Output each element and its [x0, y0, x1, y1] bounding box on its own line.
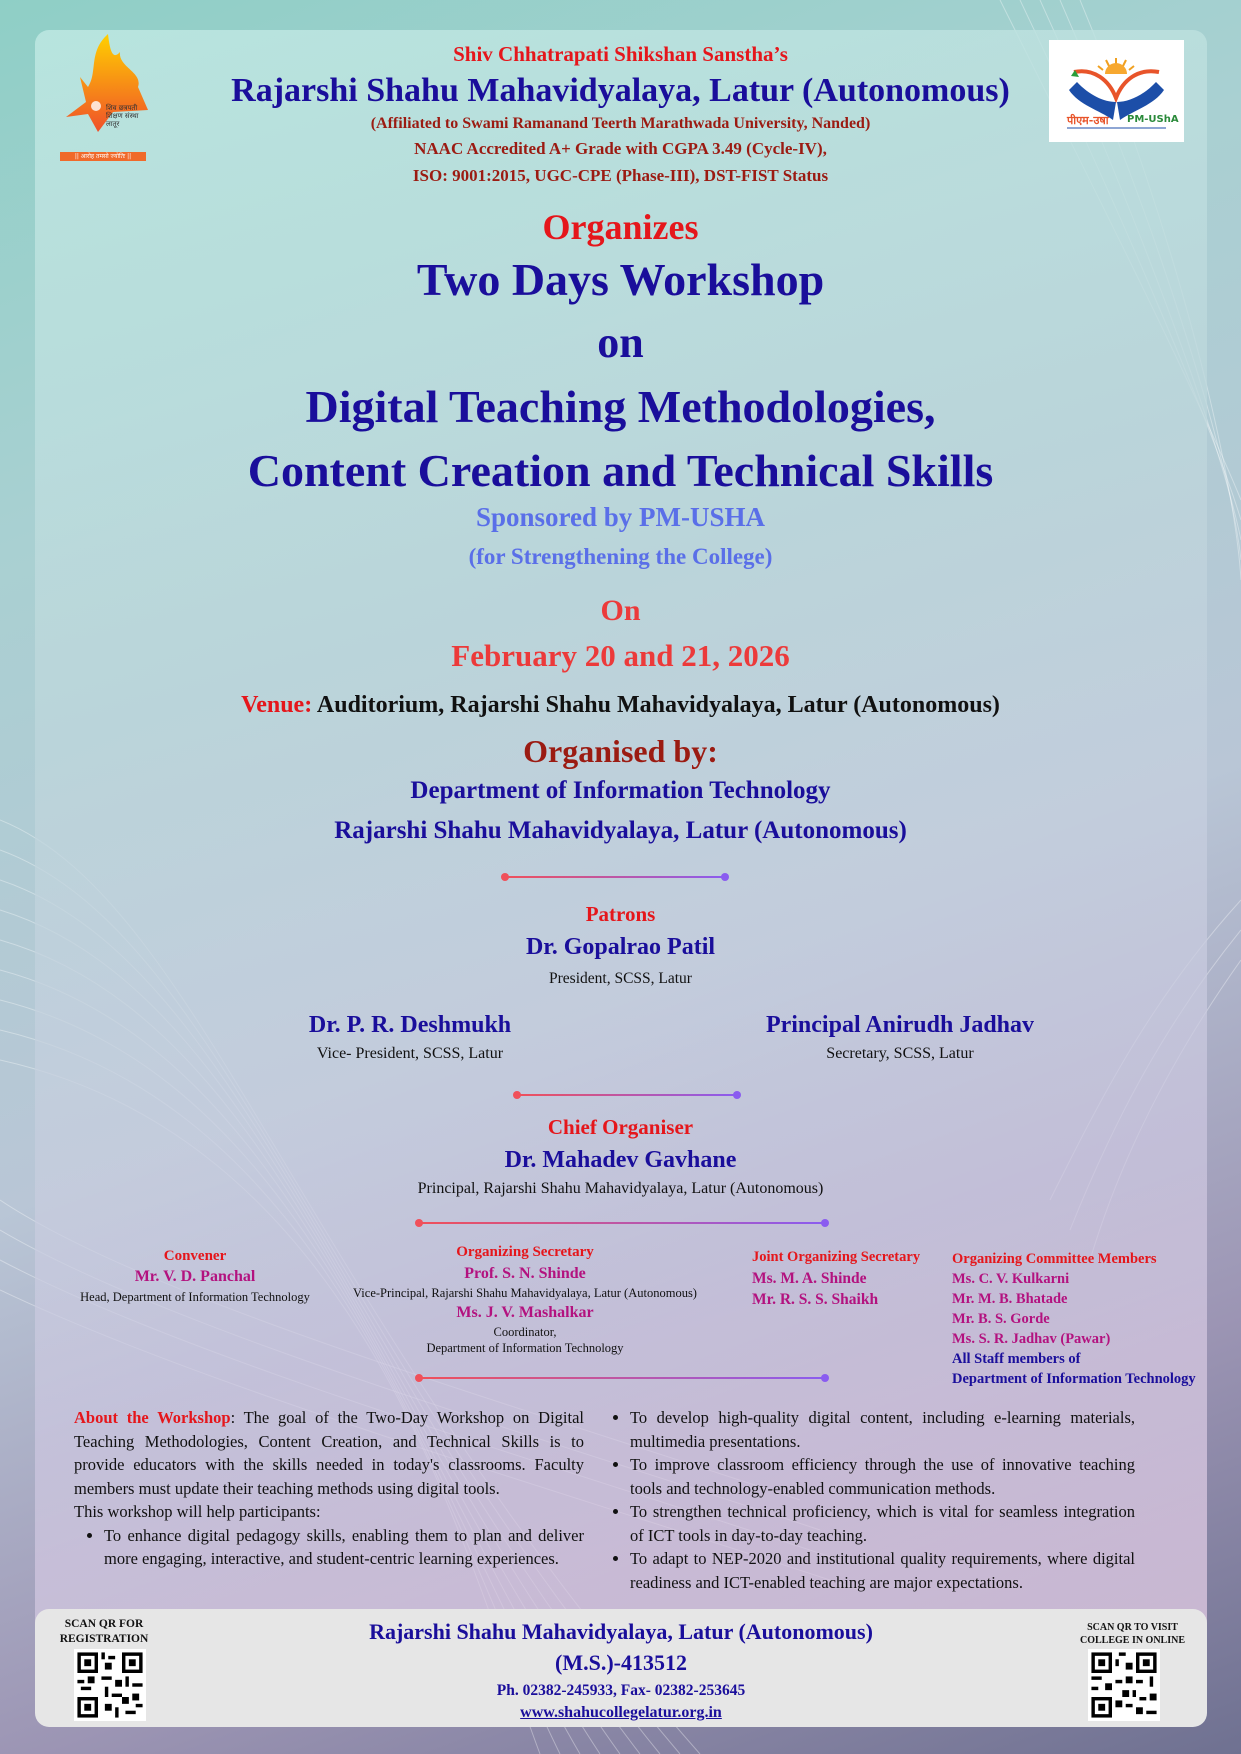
logo-text-2: शिक्षण संस्था [106, 112, 139, 120]
staff-members-line1: All Staff members of [952, 1351, 1081, 1367]
sponsor: Sponsored by PM-USHA [475, 502, 766, 532]
committee-member: Ms. S. R. Jadhav (Pawar) [952, 1331, 1111, 1347]
committee-member: Mr. M. B. Bhatade [952, 1291, 1068, 1307]
convener-role: Head, Department of Information Technology [80, 1290, 310, 1304]
patron-main-role: President, SCSS, Latur [549, 970, 692, 987]
objectives-list [600, 1406, 1135, 1594]
patron-right-name: Principal Anirudh Jadhav [765, 1012, 1035, 1038]
logo-motto: || आरोह तमसो ज्योतिः || [60, 152, 146, 161]
certifications: ISO: 9001:2015, UGC-CPE (Phase-III), DST-FIST Status [412, 166, 829, 185]
organising-college: Rajarshi Shahu Mahavidyalaya, Latur (Autonomous) [334, 817, 907, 844]
organising-department: Department of Information Technology [410, 777, 831, 804]
footer-contact: Ph. 02382-245933, Fax- 02382-253645 [496, 1682, 746, 1699]
workshop-title-line2: on [597, 318, 644, 367]
section-divider [418, 1377, 826, 1379]
qr-website-label-1: SCAN QR TO VISIT [1087, 1622, 1178, 1633]
workshop-title-line1: Two Days Workshop [416, 254, 825, 305]
patron-left-role: Vice- President, SCSS, Latur [316, 1045, 504, 1062]
footer-panel [35, 1609, 1207, 1727]
objective-item: • To enhance digital pedagogy skills, enabling them to plan and deliver more engaging, interactive, and student-centric learning experiences. [104, 1524, 584, 1571]
patron-left-name: Dr. P. R. Deshmukh [308, 1012, 512, 1038]
venue-label: Venue: [241, 692, 313, 718]
about-intro [74, 1406, 584, 1500]
website-qr-code[interactable] [1088, 1649, 1160, 1721]
about-label: About the Workshop [74, 1408, 231, 1427]
organizing-secretary-role-2a: Coordinator, [493, 1325, 557, 1339]
objective-item: • To strengthen technical proficiency, which is vital for seamless integration of ICT tools in day-to-day teaching. [630, 1500, 1135, 1547]
joint-secretary-label: Joint Organizing Secretary [752, 1249, 921, 1265]
chief-organiser-name: Dr. Mahadev Gavhane [504, 1147, 737, 1173]
chief-organiser-label: Chief Organiser [547, 1115, 694, 1139]
about-help-line: This workshop will help participants: [74, 1502, 321, 1521]
organised-by-label: Organised by: [523, 733, 718, 769]
committee-member: Mr. B. S. Gorde [952, 1311, 1050, 1327]
organizes-label: Organizes [542, 207, 699, 247]
pm-usha-hindi: पीएम-उषा [1067, 114, 1109, 127]
section-divider [504, 876, 726, 878]
organizing-secretary-name-2: Ms. J. V. Mashalkar [456, 1304, 594, 1321]
sponsor-note: (for Strengthening the College) [468, 544, 773, 569]
staff-members-line2: Department of Information Technology [952, 1371, 1196, 1387]
qr-registration-label-1: SCAN QR FOR [64, 1618, 144, 1630]
objective-item: • To improve classroom efficiency through the use of innovative teaching tools and technology-enabled communication methods. [630, 1453, 1135, 1500]
footer-college-name: Rajarshi Shahu Mahavidyalaya, Latur (Autonomous) [369, 1619, 873, 1644]
patrons-label: Patrons [585, 902, 656, 926]
committee-members-label: Organizing Committee Members [952, 1251, 1157, 1267]
about-workshop-left [74, 1406, 584, 1571]
logo-text-3: लातूर [106, 120, 120, 128]
convener-label: Convener [163, 1248, 227, 1264]
logo-text-1: शिव छत्रपती [106, 104, 138, 112]
on-label: On [600, 594, 641, 627]
affiliation: (Affiliated to Swami Ramanand Teerth Marathwada University, Nanded) [370, 115, 871, 132]
chief-organiser-role: Principal, Rajarshi Shahu Mahavidyalaya, Latur (Autonomous) [417, 1180, 824, 1197]
pm-usha-english: PM-UShA [1127, 114, 1179, 125]
organizing-secretary-label: Organizing Secretary [456, 1244, 594, 1260]
qr-code-icon [1088, 1649, 1160, 1721]
convener-name: Mr. V. D. Panchal [134, 1268, 256, 1285]
joint-secretary-member: Ms. M. A. Shinde [752, 1270, 867, 1287]
patron-right-role: Secretary, SCSS, Latur [826, 1045, 974, 1062]
accreditation: NAAC Accredited A+ Grade with CGPA 3.49 (Cycle-IV), [414, 139, 827, 158]
about-intro-text: : The goal of the Two-Day Workshop on Digital Teaching Methodologies, Content Creation, and Technical Skills is to provide educators with the skills needed in today's classrooms. Faculty members must update their teaching methods using digital tools. [74, 1408, 584, 1498]
section-divider [418, 1222, 826, 1224]
objective-item: • To adapt to NEP-2020 and institutional quality requirements, where digital readiness and ICT-enabled teaching are major expectations. [630, 1547, 1135, 1594]
objective-item: • To develop high-quality digital content, including e-learning materials, multimedia presentations. [630, 1406, 1135, 1453]
qr-website-label-2: COLLEGE IN ONLINE [1079, 1635, 1186, 1646]
workshop-title-line3: Digital Teaching Methodologies, [305, 381, 936, 432]
venue-value: Auditorium, Rajarshi Shahu Mahavidyalaya, Latur (Autonomous) [316, 692, 1000, 718]
organizing-secretary-role-1: Vice-Principal, Rajarshi Shahu Mahavidyalaya, Latur (Autonomous) [353, 1286, 697, 1300]
college-website-link[interactable]: www.shahucollegelatur.org.in [520, 1704, 722, 1721]
section-divider [516, 1094, 738, 1096]
venue-line [0, 692, 1241, 719]
committee-member: Ms. C. V. Kulkarni [952, 1271, 1070, 1287]
organizing-secretary-name-1: Prof. S. N. Shinde [464, 1265, 586, 1282]
society-name: Shiv Chhatrapati Shikshan Sanstha’s [453, 42, 788, 66]
joint-secretary-member: Mr. R. S. S. Shaikh [752, 1291, 879, 1308]
patron-main-name: Dr. Gopalrao Patil [525, 934, 716, 960]
footer-pin: (M.S.)-413512 [555, 1650, 687, 1675]
qr-registration-label-2: REGISTRATION [59, 1633, 149, 1645]
event-date: February 20 and 21, 2026 [451, 638, 790, 673]
college-title: Rajarshi Shahu Mahavidyalaya, Latur (Autonomous) [231, 72, 1010, 109]
about-workshop-right [600, 1406, 1135, 1594]
objectives-list [74, 1524, 584, 1571]
workshop-title-line4: Content Creation and Technical Skills [247, 445, 994, 496]
organizing-secretary-role-2b: Department of Information Technology [426, 1341, 624, 1355]
